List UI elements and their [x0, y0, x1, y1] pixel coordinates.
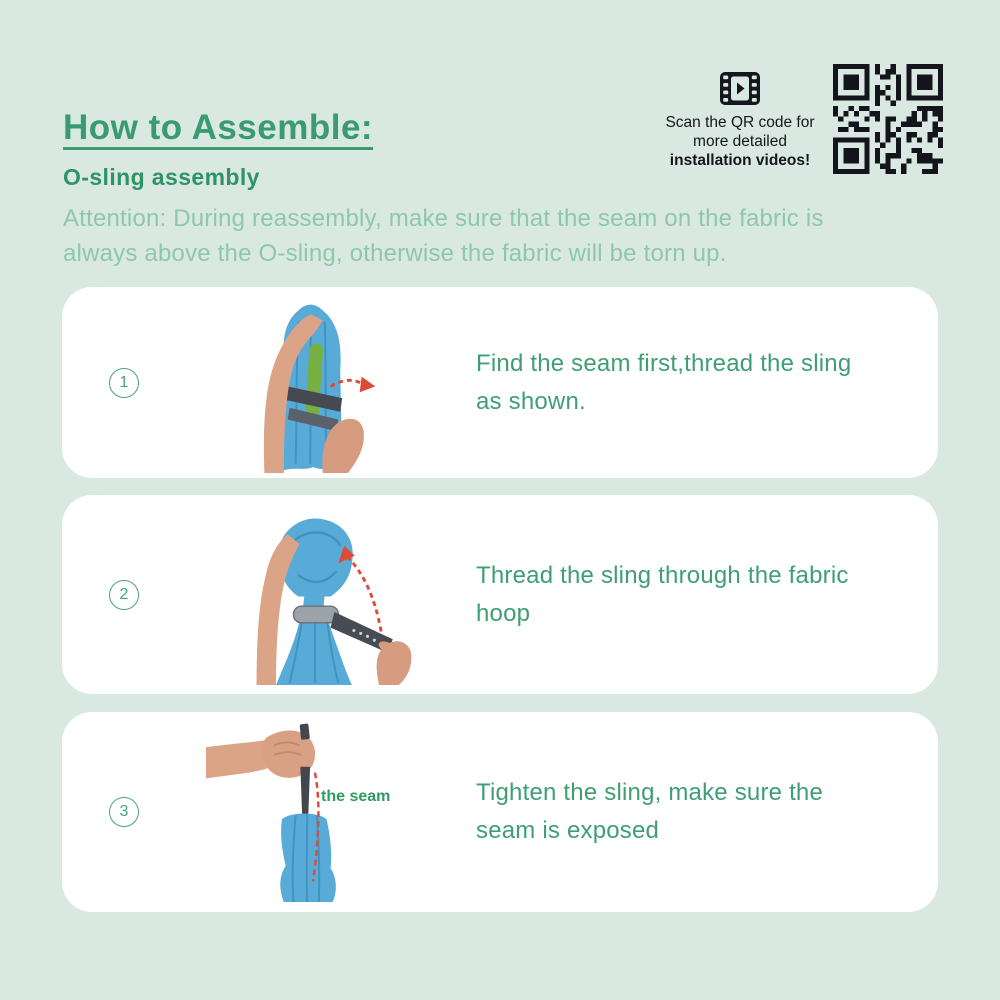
hand-tighten-sling-icon: [203, 722, 423, 902]
seam-label: the seam: [321, 788, 391, 805]
step-number-badge: 1: [109, 368, 139, 398]
attention-note: [63, 201, 824, 271]
hands-threading-sling-icon: [203, 293, 423, 473]
page-title: How to Assemble:: [63, 108, 374, 147]
video-note: [645, 72, 835, 170]
step2-illustration: [195, 495, 430, 694]
step-card-3: [62, 712, 938, 912]
step1-illustration: [195, 287, 430, 478]
step-instruction: Find the seam first,thread the sling as shown.: [476, 349, 852, 415]
step-number-badge: 2: [109, 580, 139, 610]
step-instruction: Tighten the sling, make sure the seam is exposed: [476, 779, 824, 844]
step3-illustration: [195, 712, 430, 912]
hands-fabric-hoop-icon: [203, 505, 423, 685]
step-card-1: [62, 287, 938, 478]
page-subtitle: O-sling assembly: [63, 164, 260, 190]
scan-caption: Scan the QR code for more detailed: [665, 114, 815, 150]
attention-line: always above the O-sling, otherwise the fabric will be torn up.: [63, 240, 727, 267]
scan-caption-bold: installation videos!: [669, 152, 811, 169]
step-instruction: Thread the sling through the fabric hoop: [476, 561, 849, 627]
qr-code-icon: [833, 64, 943, 174]
step-number-badge: 3: [109, 797, 139, 827]
attention-line: Attention: During reassembly, make sure that the seam on the fabric is: [63, 205, 824, 232]
film-play-icon: [720, 72, 760, 105]
step-card-2: [62, 495, 938, 694]
